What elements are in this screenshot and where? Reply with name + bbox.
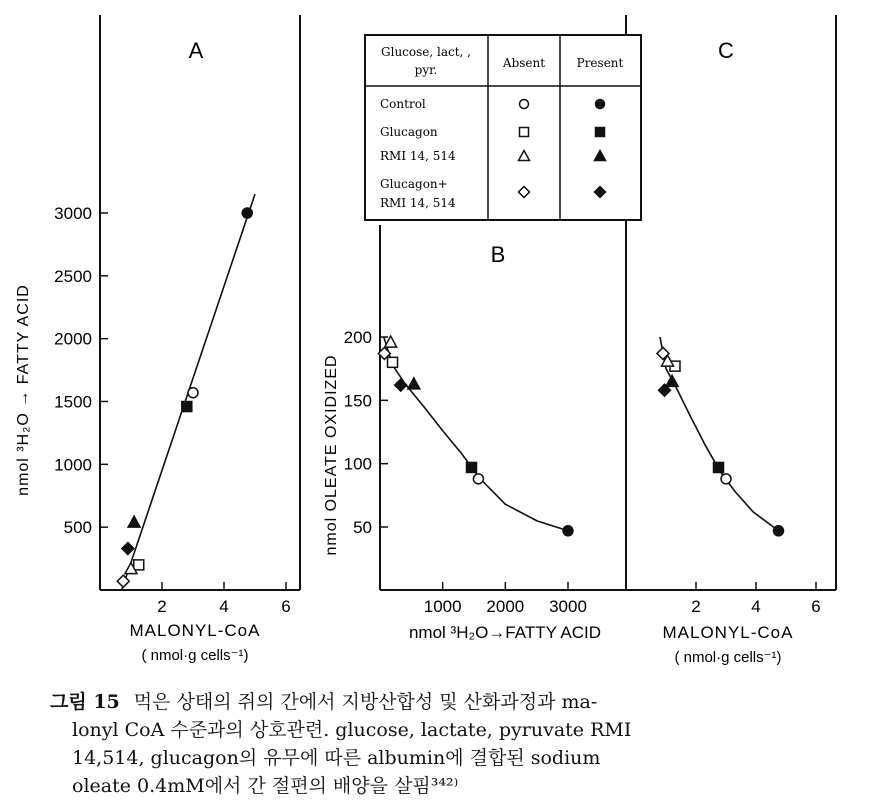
panel-a-ytick-label: 500 — [63, 518, 92, 538]
panel-b-point-circle-present — [563, 526, 573, 536]
legend-header-present: Present — [576, 56, 624, 70]
panel-c-point-circle-absent — [721, 474, 731, 484]
panel-a-point-square-absent — [134, 560, 144, 570]
panel-a-point-circle-present — [242, 208, 252, 218]
legend-row-combo-line2: RMI 14, 514 — [380, 196, 456, 210]
panel-c-point-circle-present — [774, 526, 784, 536]
panel-a-ytick-label: 2500 — [54, 266, 92, 286]
panel-a-point-circle-absent — [188, 388, 198, 398]
caption-line-3: 14,514, glucagon의 유무에 따른 albumin에 결합된 sodium — [72, 747, 601, 769]
panel-b-xtick-label: 3000 — [549, 597, 587, 616]
panel-c-label: C — [718, 38, 734, 63]
panel-b-point-triangle-present — [408, 378, 420, 389]
panel-b-ytick-label: 100 — [343, 454, 372, 474]
panel-a-xtick-label: 6 — [281, 597, 291, 616]
panel-b-label: B — [490, 242, 506, 267]
panel-b-ytick-label: 150 — [343, 391, 372, 411]
panel-c-plot — [657, 337, 784, 536]
panel-a-point-diamond-present — [122, 543, 134, 555]
panel-a-ytick-label: 2000 — [54, 329, 92, 349]
panel-b-xlabel: nmol ³H₂O→FATTY ACID — [408, 623, 602, 642]
panel-c-xtick-label: 2 — [691, 597, 701, 616]
panel-c-xtick-label: 4 — [751, 597, 761, 616]
legend-row-rmi: RMI 14, 514 — [380, 149, 456, 163]
legend-square-absent — [520, 128, 529, 137]
caption-line-4: oleate 0.4mM에서 간 절편의 배양을 살핌³⁴²⁾ — [72, 775, 459, 797]
panel-a-xlabel-line1: MALONYL-CoA — [129, 621, 261, 640]
panel-b-plot — [378, 336, 573, 536]
panel-b-ytick-label: 200 — [343, 328, 372, 347]
legend-circle-absent — [520, 100, 529, 109]
panel-a-point-square-present — [182, 402, 192, 412]
panel-a-ytick-label: 3000 — [54, 204, 92, 223]
panel-b-fit-curve — [384, 337, 568, 531]
legend-header-condition-line1: Glucose, lact, , — [381, 45, 471, 59]
panel-a-axes — [54, 204, 291, 616]
panel-b-point-diamond-present — [395, 379, 407, 391]
panel-a-point-triangle-present — [128, 516, 140, 527]
panel-b-ylabel: nmol OLEATE OXIDIZED — [323, 354, 340, 556]
panel-a-xlabel-line2: ( nmol·g cells⁻¹) — [141, 647, 249, 664]
panel-a-ytick-label: 1000 — [54, 455, 92, 475]
panel-b-point-square-absent — [388, 357, 398, 367]
panel-a-label: A — [188, 38, 204, 63]
panel-c-axes — [691, 582, 820, 616]
caption-label: 그림 15 — [50, 691, 120, 713]
panel-c-xlabel-line1: MALONYL-CoA — [662, 623, 794, 642]
panel-b-xtick-label: 2000 — [486, 597, 525, 616]
panel-b-xtick-label: 1000 — [423, 597, 462, 616]
caption-line-1: 먹은 상태의 쥐의 간에서 지방산합성 및 산화과정과 ma- — [133, 691, 598, 713]
panel-a-point-diamond-absent — [117, 575, 129, 587]
panel-c-xtick-label: 6 — [811, 597, 821, 616]
legend-row-control: Control — [380, 97, 426, 111]
legend-row-glucagon: Glucagon — [380, 125, 438, 139]
legend-circle-present — [596, 100, 605, 109]
legend-header-condition-line2: pyr. — [414, 63, 438, 77]
panel-c — [626, 15, 836, 666]
panel-c-xlabel-line2: ( nmol·g cells⁻¹) — [674, 649, 782, 666]
legend-row-combo-line1: Glucagon+ — [380, 177, 448, 191]
panel-a-plot — [117, 194, 255, 590]
legend-header-absent: Absent — [502, 56, 546, 70]
panel-b-ytick-label: 50 — [353, 518, 372, 537]
panel-b-point-circle-absent — [473, 474, 483, 484]
panel-a-ylabel: nmol ³H₂O → FATTY ACID — [15, 284, 32, 496]
figure-caption — [50, 688, 840, 800]
panel-b-point-square-present — [466, 462, 476, 472]
panel-c-point-square-present — [714, 462, 724, 472]
panel-a-xtick-label: 4 — [219, 597, 229, 616]
panel-a-ytick-label: 1500 — [54, 392, 92, 412]
panel-c-point-triangle-present — [666, 375, 678, 386]
legend-square-present — [596, 128, 605, 137]
panel-a — [15, 15, 300, 664]
caption-line-2: lonyl CoA 수준과의 상호관련. glucose, lactate, pyruvate RMI — [72, 719, 632, 741]
panel-a-xtick-label: 2 — [157, 597, 167, 616]
legend-table — [365, 35, 641, 220]
